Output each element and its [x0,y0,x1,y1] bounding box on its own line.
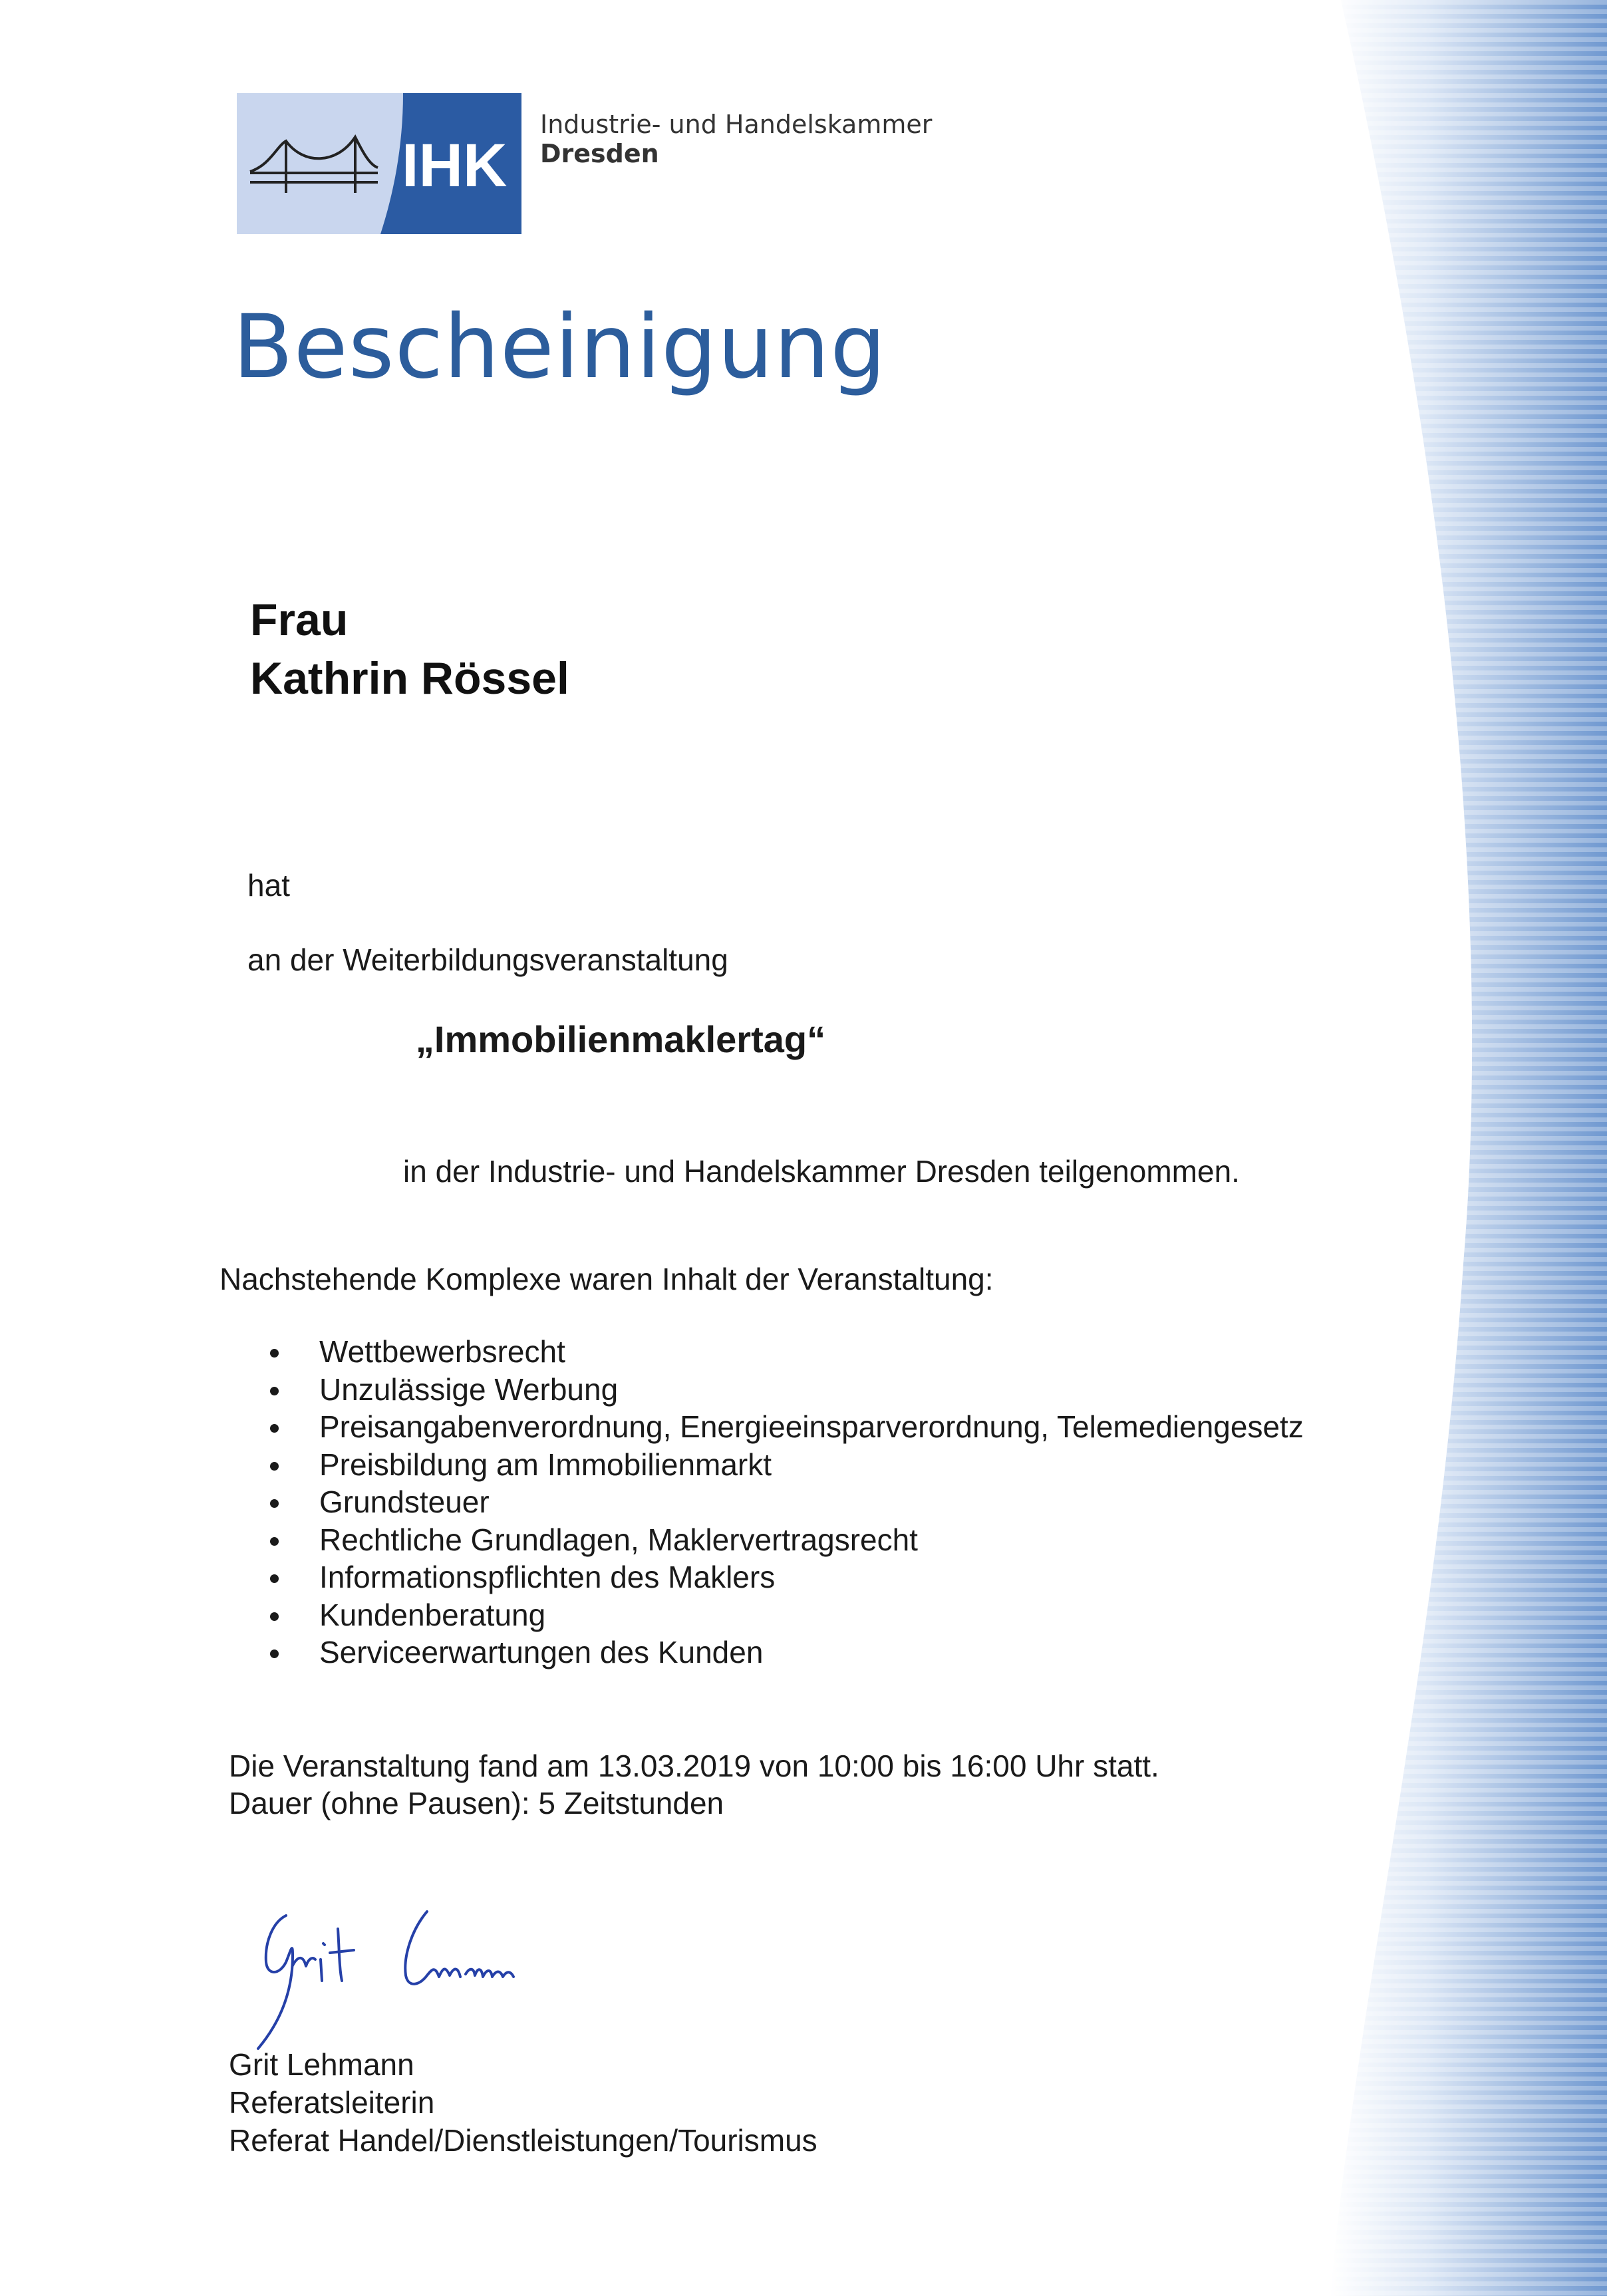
event-name: „Immobilienmaklertag“ [415,1018,826,1060]
topic-list [266,1333,1304,1671]
list-item: Rechtliche Grundlagen, Maklervertragsrecht [266,1521,1304,1559]
wave-stripes [1330,0,1607,2296]
list-item: Serviceerwartungen des Kunden [266,1634,1304,1671]
ihk-logo [237,93,521,234]
line-hat: hat [247,868,290,903]
logo-text: IHK [402,132,508,200]
duration-line: Dauer (ohne Pausen): 5 Zeitstunden [229,1786,724,1820]
recipient-name: Kathrin Rössel [250,653,569,704]
line-location: in der Industrie- und Handelskammer Dresden teilgenommen. [403,1154,1240,1189]
signatory-role: Referatsleiterin [229,2085,435,2120]
list-item: Kundenberatung [266,1596,1304,1634]
signature [246,1902,592,2055]
list-item: Unzulässige Werbung [266,1371,1304,1409]
line-intro: an der Weiterbildungsveranstaltung [247,942,728,977]
list-item: Wettbewerbsrecht [266,1333,1304,1371]
organization-name-line1: Industrie- und Handelskammer [540,110,933,139]
signatory-department: Referat Handel/Dienstleistungen/Tourismus [229,2123,817,2158]
recipient-salutation: Frau [250,595,349,645]
signatory-block [229,2046,817,2160]
signatory-name: Grit Lehmann [229,2047,414,2082]
list-item: Informationspflichten des Maklers [266,1558,1304,1596]
recipient [250,591,569,708]
organization-name [540,110,932,168]
list-item: Preisbildung am Immobilienmarkt [266,1446,1304,1484]
list-item: Grundsteuer [266,1483,1304,1521]
list-item: Preisangabenverordnung, Energieeinsparverordnung, Telemediengesetz [266,1408,1304,1446]
date-line: Die Veranstaltung fand am 13.03.2019 von 10:00 bis 16:00 Uhr statt. [229,1749,1159,1783]
topics-heading: Nachstehende Komplexe waren Inhalt der Veranstaltung: [219,1262,994,1296]
organization-name-line2: Dresden [540,138,659,168]
document-title: Bescheinigung [233,296,887,398]
